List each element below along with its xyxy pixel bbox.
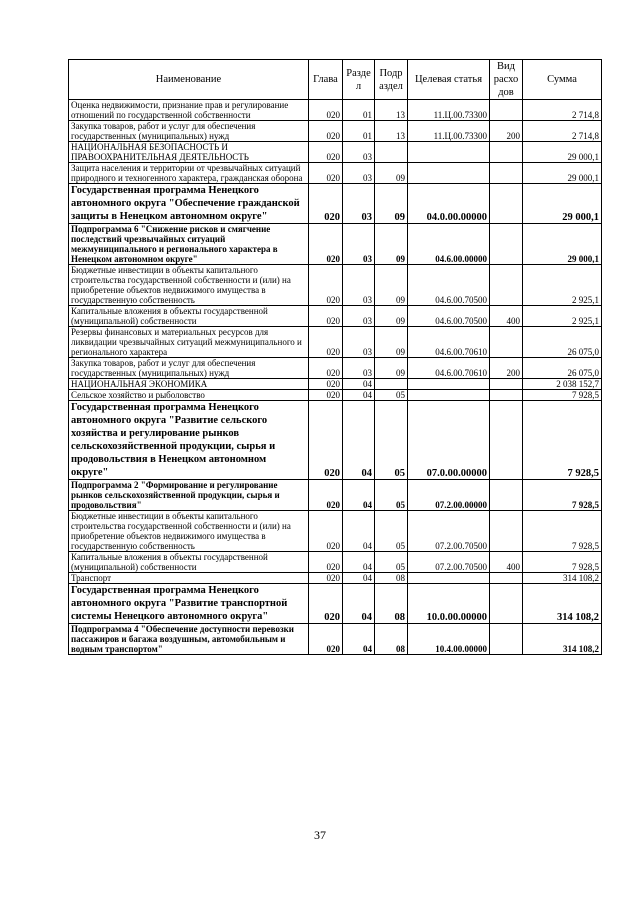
header-sum: Сумма <box>523 60 602 100</box>
row-sum: 29 000,1 <box>523 163 602 184</box>
row-chapter: 020 <box>309 480 343 511</box>
row-section: 03 <box>343 358 375 379</box>
row-type <box>490 184 523 224</box>
row-target <box>408 390 490 401</box>
row-section: 04 <box>343 552 375 573</box>
row-name: Государственная программа Ненецкого автономного округа "Развитие транспортной системы Ненецкого автономного округа" <box>69 584 309 624</box>
row-subsection: 08 <box>375 573 408 584</box>
row-chapter: 020 <box>309 511 343 552</box>
row-sum: 2 714,8 <box>523 100 602 121</box>
row-subsection: 05 <box>375 511 408 552</box>
row-section: 04 <box>343 511 375 552</box>
row-name: Оценка недвижимости, признание прав и регулирование отношений по государственной собственности <box>69 100 309 121</box>
row-name: Государственная программа Ненецкого автономного округа "Обеспечение гражданской защиты в Ненецком автономном округе" <box>69 184 309 224</box>
row-type <box>490 401 523 480</box>
row-subsection <box>375 142 408 163</box>
row-target <box>408 142 490 163</box>
row-chapter: 020 <box>309 100 343 121</box>
row-target: 10.0.00.00000 <box>408 584 490 624</box>
row-target: 04.6.00.70610 <box>408 358 490 379</box>
row-section: 01 <box>343 121 375 142</box>
row-target: 07.2.00.70500 <box>408 511 490 552</box>
row-name: Государственная программа Ненецкого автономного округа "Развитие сельского хозяйства и регулирование рынков сельскохозяйственной продукции, сырья и продовольствия в Ненецком автономном округе" <box>69 401 309 480</box>
row-sum: 2 925,1 <box>523 265 602 306</box>
row-type <box>490 480 523 511</box>
budget-table <box>68 59 602 655</box>
table-row <box>69 100 602 121</box>
row-chapter: 020 <box>309 121 343 142</box>
row-chapter: 020 <box>309 379 343 390</box>
row-type: 400 <box>490 552 523 573</box>
table-row <box>69 584 602 624</box>
row-sum: 7 928,5 <box>523 552 602 573</box>
table-row <box>69 390 602 401</box>
row-sum: 7 928,5 <box>523 390 602 401</box>
row-chapter: 020 <box>309 142 343 163</box>
row-subsection: 09 <box>375 327 408 358</box>
row-sum: 26 075,0 <box>523 327 602 358</box>
row-sum: 314 108,2 <box>523 624 602 655</box>
row-target: 04.6.00.00000 <box>408 224 490 265</box>
row-subsection: 08 <box>375 584 408 624</box>
row-chapter: 020 <box>309 624 343 655</box>
row-section: 01 <box>343 100 375 121</box>
row-name: Сельское хозяйство и рыболовство <box>69 390 309 401</box>
row-target <box>408 379 490 390</box>
row-type <box>490 511 523 552</box>
row-type <box>490 390 523 401</box>
row-target <box>408 573 490 584</box>
row-name: Капитальные вложения в объекты государственной (муниципальной) собственности <box>69 552 309 573</box>
row-section: 04 <box>343 390 375 401</box>
row-subsection: 05 <box>375 552 408 573</box>
row-section: 04 <box>343 573 375 584</box>
row-section: 04 <box>343 379 375 390</box>
table-row <box>69 184 602 224</box>
row-name: Подпрограмма 6 "Снижение рисков и смягчение последствий чрезвычайных ситуаций межмуниципального и регионального характера в Ненецком автономном округе" <box>69 224 309 265</box>
row-chapter: 020 <box>309 184 343 224</box>
row-name: Защита населения и территории от чрезвычайных ситуаций природного и техногенного характера, гражданская оборона <box>69 163 309 184</box>
row-type <box>490 624 523 655</box>
row-sum: 2 925,1 <box>523 306 602 327</box>
row-chapter: 020 <box>309 401 343 480</box>
row-subsection: 09 <box>375 358 408 379</box>
row-section: 04 <box>343 480 375 511</box>
table-row <box>69 142 602 163</box>
page-number: 37 <box>314 828 326 842</box>
row-name: Капитальные вложения в объекты государственной (муниципальной) собственности <box>69 306 309 327</box>
row-target: 07.2.00.70500 <box>408 552 490 573</box>
row-section: 03 <box>343 184 375 224</box>
header-target: Целевая статья <box>408 60 490 100</box>
row-chapter: 020 <box>309 358 343 379</box>
row-name: НАЦИОНАЛЬНАЯ ЭКОНОМИКА <box>69 379 309 390</box>
table-row <box>69 265 602 306</box>
row-chapter: 020 <box>309 390 343 401</box>
row-chapter: 020 <box>309 552 343 573</box>
row-chapter: 020 <box>309 306 343 327</box>
row-subsection: 05 <box>375 401 408 480</box>
row-target <box>408 163 490 184</box>
row-type: 200 <box>490 358 523 379</box>
row-subsection: 08 <box>375 624 408 655</box>
row-subsection: 13 <box>375 100 408 121</box>
row-type <box>490 100 523 121</box>
table-body <box>69 100 602 655</box>
row-target: 04.6.00.70610 <box>408 327 490 358</box>
row-subsection: 09 <box>375 224 408 265</box>
row-name: Бюджетные инвестиции в объекты капитального строительства государственной собственности и (или) на приобретение объектов недвижимого имущества в государственную собственность <box>69 265 309 306</box>
row-type <box>490 224 523 265</box>
row-target: 10.4.00.00000 <box>408 624 490 655</box>
row-target: 11.Ц.00.73300 <box>408 100 490 121</box>
table-row <box>69 379 602 390</box>
row-subsection: 09 <box>375 306 408 327</box>
table-header-row <box>69 60 602 100</box>
row-type <box>490 379 523 390</box>
table-row <box>69 511 602 552</box>
header-name: Наименование <box>69 60 309 100</box>
row-subsection: 13 <box>375 121 408 142</box>
table-row <box>69 573 602 584</box>
row-sum: 2 714,8 <box>523 121 602 142</box>
row-subsection: 09 <box>375 163 408 184</box>
row-section: 04 <box>343 584 375 624</box>
row-name: Транспорт <box>69 573 309 584</box>
row-chapter: 020 <box>309 265 343 306</box>
row-section: 03 <box>343 142 375 163</box>
table-row <box>69 480 602 511</box>
table-row <box>69 401 602 480</box>
table-row <box>69 163 602 184</box>
row-target: 04.6.00.70500 <box>408 306 490 327</box>
row-type <box>490 142 523 163</box>
table-row <box>69 624 602 655</box>
row-sum: 26 075,0 <box>523 358 602 379</box>
header-chapter: Глава <box>309 60 343 100</box>
row-subsection: 05 <box>375 390 408 401</box>
row-sum: 7 928,5 <box>523 401 602 480</box>
row-sum: 314 108,2 <box>523 584 602 624</box>
row-target: 04.0.00.00000 <box>408 184 490 224</box>
row-target: 11.Ц.00.73300 <box>408 121 490 142</box>
row-subsection <box>375 379 408 390</box>
row-subsection: 09 <box>375 184 408 224</box>
row-type <box>490 327 523 358</box>
row-type: 200 <box>490 121 523 142</box>
row-type <box>490 265 523 306</box>
row-sum: 7 928,5 <box>523 511 602 552</box>
row-chapter: 020 <box>309 327 343 358</box>
row-sum: 7 928,5 <box>523 480 602 511</box>
row-type <box>490 163 523 184</box>
row-sum: 29 000,1 <box>523 142 602 163</box>
row-section: 03 <box>343 327 375 358</box>
row-section: 03 <box>343 224 375 265</box>
row-name: Бюджетные инвестиции в объекты капитального строительства государственной собственности и (или) на приобретение объектов недвижимого имущества в государственную собственность <box>69 511 309 552</box>
row-chapter: 020 <box>309 224 343 265</box>
table-row <box>69 121 602 142</box>
row-name: Подпрограмма 4 "Обеспечение доступности перевозки пассажиров и багажа воздушным, автомобильным и водным транспортом" <box>69 624 309 655</box>
header-section: Разде л <box>343 60 375 100</box>
table-row <box>69 552 602 573</box>
row-type <box>490 573 523 584</box>
row-target: 07.0.00.00000 <box>408 401 490 480</box>
row-name: Резервы финансовых и материальных ресурсов для ликвидации чрезвычайных ситуаций межмуниципального и регионального характера <box>69 327 309 358</box>
row-name: Закупка товаров, работ и услуг для обеспечения государственных (муниципальных) нужд <box>69 121 309 142</box>
row-type <box>490 584 523 624</box>
row-sum: 29 000,1 <box>523 184 602 224</box>
table-row <box>69 224 602 265</box>
table-row <box>69 306 602 327</box>
row-chapter: 020 <box>309 584 343 624</box>
row-sum: 2 038 152,7 <box>523 379 602 390</box>
row-section: 03 <box>343 306 375 327</box>
row-target: 04.6.00.70500 <box>408 265 490 306</box>
row-section: 03 <box>343 163 375 184</box>
table-row <box>69 327 602 358</box>
header-subsection: Подр аздел <box>375 60 408 100</box>
header-type: Вид расхо дов <box>490 60 523 100</box>
table-row <box>69 358 602 379</box>
row-section: 04 <box>343 401 375 480</box>
row-sum: 29 000,1 <box>523 224 602 265</box>
row-sum: 314 108,2 <box>523 573 602 584</box>
row-section: 04 <box>343 624 375 655</box>
row-name: НАЦИОНАЛЬНАЯ БЕЗОПАСНОСТЬ И ПРАВООХРАНИТЕЛЬНАЯ ДЕЯТЕЛЬНОСТЬ <box>69 142 309 163</box>
row-subsection: 09 <box>375 265 408 306</box>
row-name: Закупка товаров, работ и услуг для обеспечения государственных (муниципальных) нужд <box>69 358 309 379</box>
row-chapter: 020 <box>309 573 343 584</box>
row-section: 03 <box>343 265 375 306</box>
row-chapter: 020 <box>309 163 343 184</box>
row-target: 07.2.00.00000 <box>408 480 490 511</box>
row-name: Подпрограмма 2 "Формирование и регулирование рынков сельскохозяйственной продукции, сырья и продовольствия" <box>69 480 309 511</box>
row-subsection: 05 <box>375 480 408 511</box>
row-type: 400 <box>490 306 523 327</box>
